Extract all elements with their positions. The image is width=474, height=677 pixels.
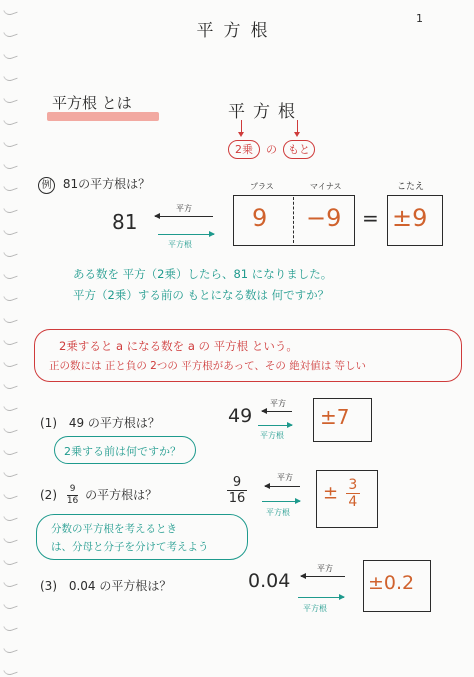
right-arrow-icon	[262, 501, 300, 502]
binding-mark	[3, 424, 18, 435]
problem-2-hint-bubble	[36, 514, 248, 560]
definition-box	[34, 329, 462, 382]
section-heading: 平方根 とは	[52, 94, 132, 112]
problem-3-arrow-top: 平方	[317, 564, 333, 573]
binding-mark	[3, 248, 18, 259]
binding-mark	[3, 292, 18, 303]
oval-square: 2乗	[228, 140, 260, 159]
binding-mark	[3, 270, 18, 281]
label-minus: マイナス	[310, 182, 342, 191]
problem-2-answer-sign: ±	[323, 482, 339, 504]
binding-mark	[3, 468, 18, 479]
problem-2-value-num: 9	[232, 475, 242, 490]
problem-1-answer: ±7	[320, 405, 350, 429]
problem-2-hint-2: は、分母と分子を分けて考えよう	[51, 541, 209, 553]
oval-origin: もと	[283, 140, 315, 159]
problem-2-answer-fraction	[346, 478, 360, 509]
problem-2-value	[227, 476, 247, 505]
problem-3-question: 0.04 の平方根は？	[68, 579, 172, 593]
binding-mark	[3, 160, 18, 171]
binding-mark	[3, 490, 18, 501]
definition-line-1: 2乗すると a になる数を a の 平方根 という。	[59, 339, 298, 353]
problem-2-frac-num: 9	[69, 484, 76, 494]
problem-2-hint-1: 分数の平方根を考えるとき	[51, 523, 177, 535]
problem-1-arrow-bottom: 平方根	[260, 431, 284, 440]
binding-mark	[3, 182, 18, 193]
binding-mark	[3, 446, 18, 457]
problem-2	[40, 485, 157, 506]
dashed-divider	[293, 197, 294, 243]
problem-2-answer-den: 4	[348, 494, 358, 510]
problem-3-answer: ±0.2	[368, 572, 415, 594]
label-answer: こたえ	[397, 182, 425, 192]
example-answer: ±9	[392, 204, 428, 232]
problem-2-answer	[323, 478, 360, 509]
left-arrow-icon	[155, 216, 213, 217]
problem-1-hint: 2乗する前は何ですか？	[64, 445, 181, 458]
problem-2-answer-num: 3	[348, 477, 358, 493]
problem-1-question: 49 の平方根は？	[68, 416, 160, 430]
binding-mark	[3, 644, 18, 655]
binding-mark	[3, 402, 18, 413]
problem-3-number: (3)	[40, 579, 57, 593]
problem-2-fraction	[67, 485, 78, 506]
binding-mark	[3, 380, 18, 391]
example-explain-2: 平方（2乗）する前の もとになる数は 何ですか？	[73, 288, 330, 302]
problem-2-arrow-top: 平方	[277, 473, 293, 482]
page-title: 平方根	[196, 21, 278, 41]
binding-mark	[3, 204, 18, 215]
right-arrow-icon	[298, 597, 344, 598]
right-arrow-icon	[158, 234, 214, 235]
example-explain-1: ある数を 平方（2乗）したら、81 になりました。	[73, 267, 333, 281]
binding-mark	[3, 600, 18, 611]
binding-mark	[3, 556, 18, 567]
heading-highlight	[47, 112, 159, 121]
problem-3	[40, 577, 171, 594]
binding-mark	[3, 72, 18, 83]
problem-2-frac-den: 16	[66, 496, 79, 506]
binding-mark	[3, 666, 18, 677]
binding-mark	[3, 622, 18, 633]
plus-root: 9	[252, 204, 268, 232]
example-marker: 例	[38, 177, 55, 194]
definition-line-2: 正の数には 正と負の 2つの 平方根があって、その 絶対値は 等しい	[49, 360, 367, 372]
problem-2-question: の平方根は？	[85, 488, 158, 502]
problem-1-number: (1)	[40, 416, 57, 430]
problem-2-arrow-bottom: 平方根	[266, 508, 290, 517]
minus-root: −9	[306, 204, 342, 232]
example-line	[38, 175, 150, 194]
left-arrow-icon	[262, 411, 292, 412]
left-arrow-icon	[265, 486, 300, 487]
problem-3-arrow-bottom: 平方根	[303, 604, 327, 613]
example-arrow-bottom-label: 平方根	[168, 240, 192, 249]
binding-mark	[3, 50, 18, 61]
left-arrow-icon	[301, 576, 345, 577]
binding-mark	[3, 358, 18, 369]
particle-no: の	[266, 143, 277, 156]
problem-2-value-fraction	[227, 476, 247, 505]
problem-2-value-den: 16	[228, 491, 246, 506]
problem-1	[40, 414, 160, 431]
arrow-down-icon	[241, 120, 242, 134]
problem-1-value: 49	[228, 405, 253, 427]
binding-mark	[3, 578, 18, 589]
binding-mark	[3, 314, 18, 325]
example-question: 81の平方根は？	[62, 177, 151, 191]
example-arrow-top-label: 平方	[176, 204, 192, 213]
binding-mark	[3, 336, 18, 347]
arrow-down-icon	[297, 120, 298, 134]
binding-mark	[3, 138, 18, 149]
right-arrow-icon	[258, 425, 292, 426]
label-plus: プラス	[250, 182, 274, 191]
term-kanji: 平方根	[228, 102, 303, 122]
problem-1-arrow-top: 平方	[270, 399, 286, 408]
page-number: 1	[416, 12, 423, 25]
binding-mark	[3, 534, 18, 545]
problem-1-hint-bubble	[54, 436, 196, 464]
problem-2-number: (2)	[40, 488, 57, 502]
equals-sign: =	[362, 206, 379, 230]
binding-mark	[3, 94, 18, 105]
binding-mark	[3, 226, 18, 237]
binding-mark	[3, 116, 18, 127]
binding-mark	[3, 512, 18, 523]
example-number: 81	[112, 210, 138, 234]
problem-3-value: 0.04	[248, 570, 291, 592]
